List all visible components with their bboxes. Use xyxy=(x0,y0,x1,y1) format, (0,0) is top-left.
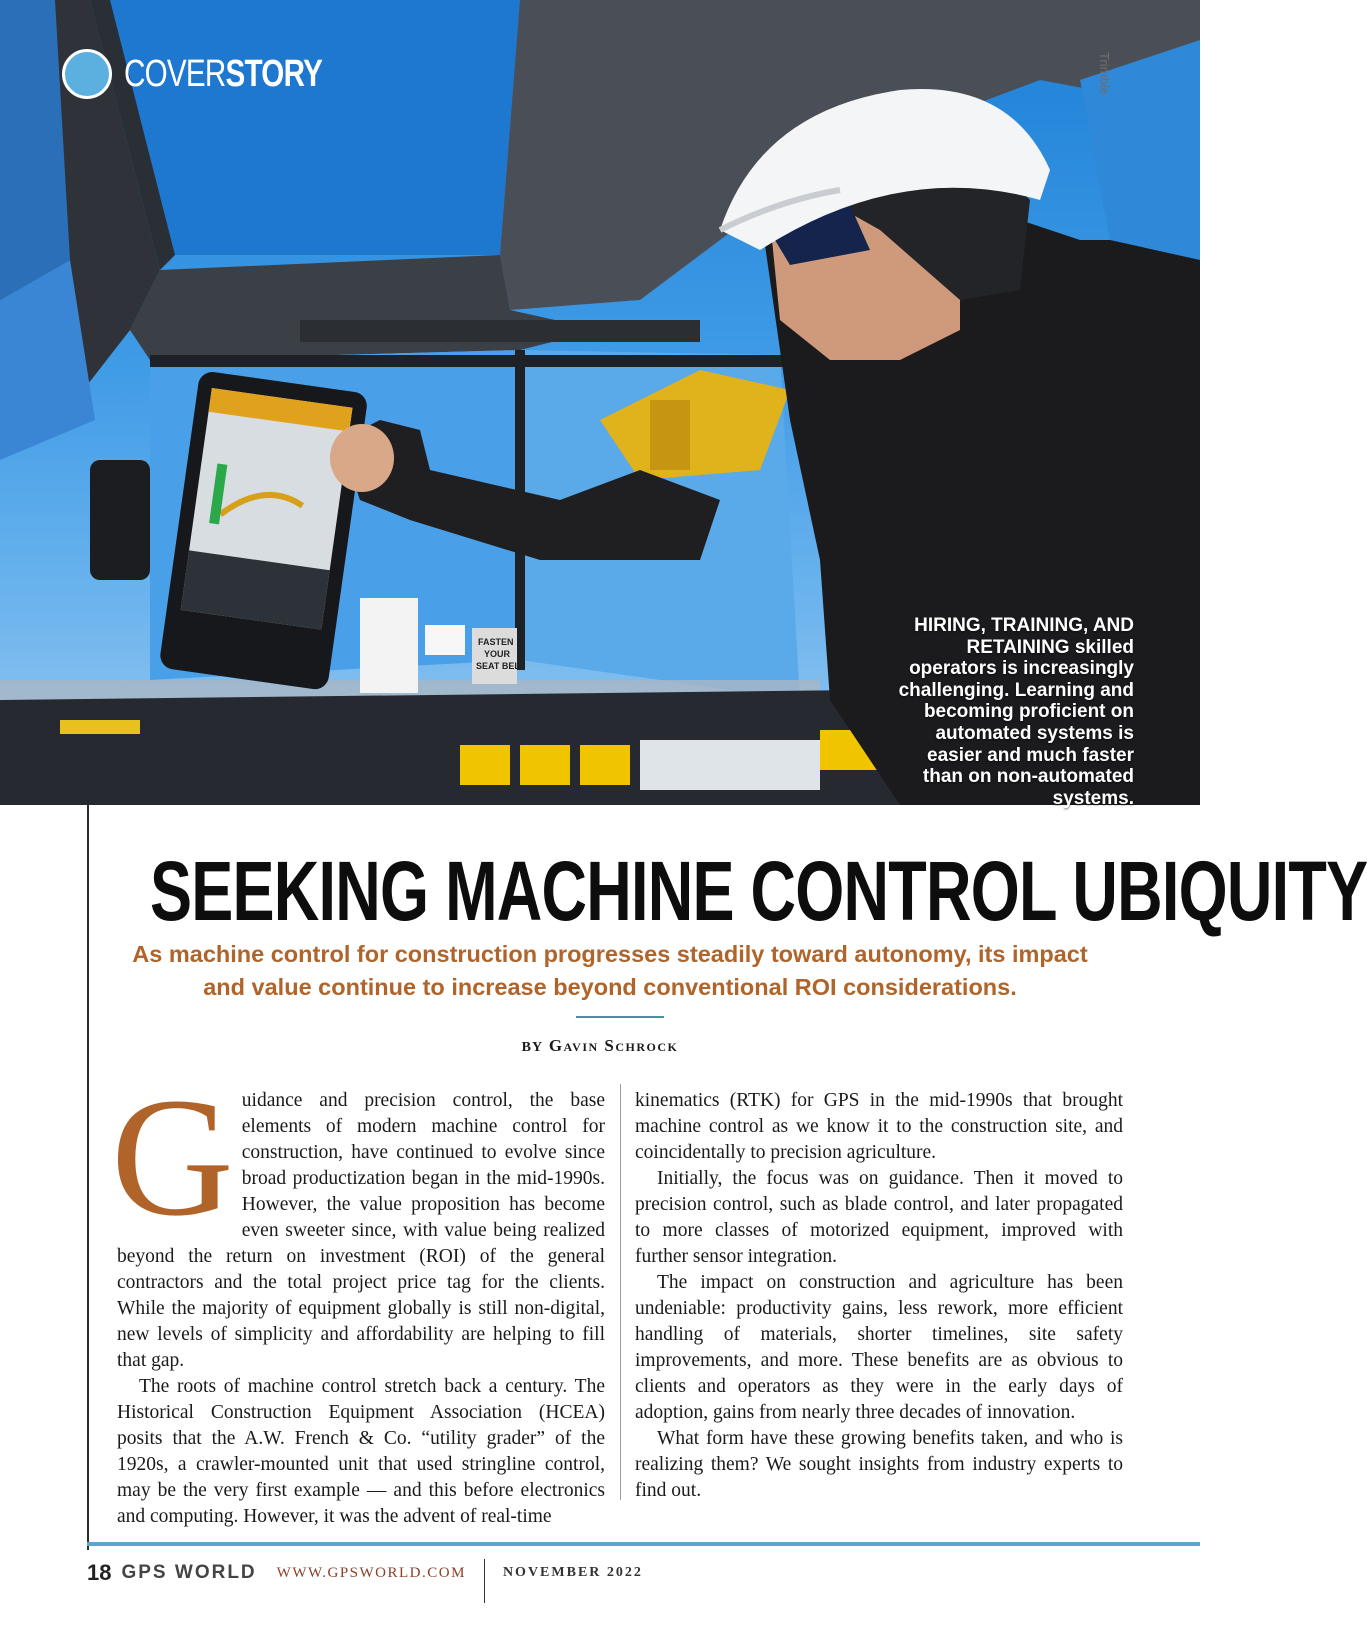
caption-text: skilled operators is increasingly challenging. Learning and becoming proficient on automated systems is easier and much faster than on non-automated systems. xyxy=(898,636,1134,809)
article-headline: SEEKING MACHINE CONTROL UBIQUITY xyxy=(150,844,1367,938)
caption-lead: HIRING, TRAINING, AND RETAINING xyxy=(914,615,1134,658)
magazine-name: GPS WORLD xyxy=(121,1562,257,1583)
deck-divider xyxy=(576,1016,664,1018)
photo-credit: Trimble xyxy=(1097,52,1112,95)
section-label: COVERSTORY xyxy=(124,52,323,95)
author-name: Gavin Schrock xyxy=(548,1036,679,1055)
body-paragraph: Initially, the focus was on guidance. Then it moved to precision control, such as blade control, and later propagated to more classes of motorized equipment, improved with further sensor integration. xyxy=(635,1168,1123,1267)
body-paragraph: The roots of machine control stretch back a century. The Historical Construction Equipment Association (HCEA) posits that the A.W. French & Co. “utility grader” of the 1920s, a crawler-mounted unit that used stringline control, may be the very first example — and this before electronics and computing. However, it was the advent of real-time xyxy=(117,1376,605,1527)
section-tag xyxy=(62,48,378,100)
website-link[interactable]: WWW.GPSWORLD.COM xyxy=(276,1564,466,1581)
footer-separator xyxy=(484,1559,485,1603)
svg-text:FASTEN: FASTEN xyxy=(478,637,514,647)
svg-text:SEAT BELT: SEAT BELT xyxy=(476,661,525,671)
section-circle-icon xyxy=(62,49,112,99)
body-column-left xyxy=(111,1063,605,1530)
body-paragraph: What form have these growing benefits taken, and who is realizing them? We sought insights from industry experts to find out. xyxy=(635,1428,1123,1501)
svg-text:YOUR: YOUR xyxy=(484,649,511,659)
byline: BY Gavin Schrock xyxy=(521,1036,679,1055)
page-number: 18 xyxy=(87,1560,112,1585)
photo-caption xyxy=(894,615,1134,809)
column-divider xyxy=(620,1084,621,1500)
body-paragraph: The impact on construction and agriculture has been undeniable: productivity gains, less rework, more efficient handling of materials, shorter timelines, site safety improvements, and more. These benefits are as obvious to clients and operators as they were in the early days of adoption, gains from nearly three decades of innovation. xyxy=(635,1272,1123,1423)
article-deck: As machine control for construction progresses steadily toward autonomy, its impact and value continue to increase beyond conventional ROI considerations. xyxy=(132,941,1088,1000)
left-margin-rule xyxy=(87,805,89,1550)
hero-photo xyxy=(0,0,1200,809)
issue-date: NOVEMBER 2022 xyxy=(502,1565,643,1580)
page-footer xyxy=(87,1558,643,1588)
body-column-right xyxy=(635,1088,1123,1504)
footer-rule xyxy=(87,1542,1200,1546)
drop-cap: G xyxy=(111,1063,234,1251)
body-paragraph: Guidance and precision control, the base elements of modern machine control for construction, have continued to evolve since broad productization began in the mid-1990s. However, the value proposition has become even sweeter since, with value being realized beyond the return on investment (ROI) of the general contractors and the total project price tag for the clients. While the majority of equipment globally is still non-digital, new levels of simplicity and affordability are helping to fill that gap. xyxy=(111,1063,605,1371)
body-paragraph: kinematics (RTK) for GPS in the mid-1990s that brought machine control as we know it to the construction site, and coincidentally to precision agriculture. xyxy=(635,1090,1123,1163)
